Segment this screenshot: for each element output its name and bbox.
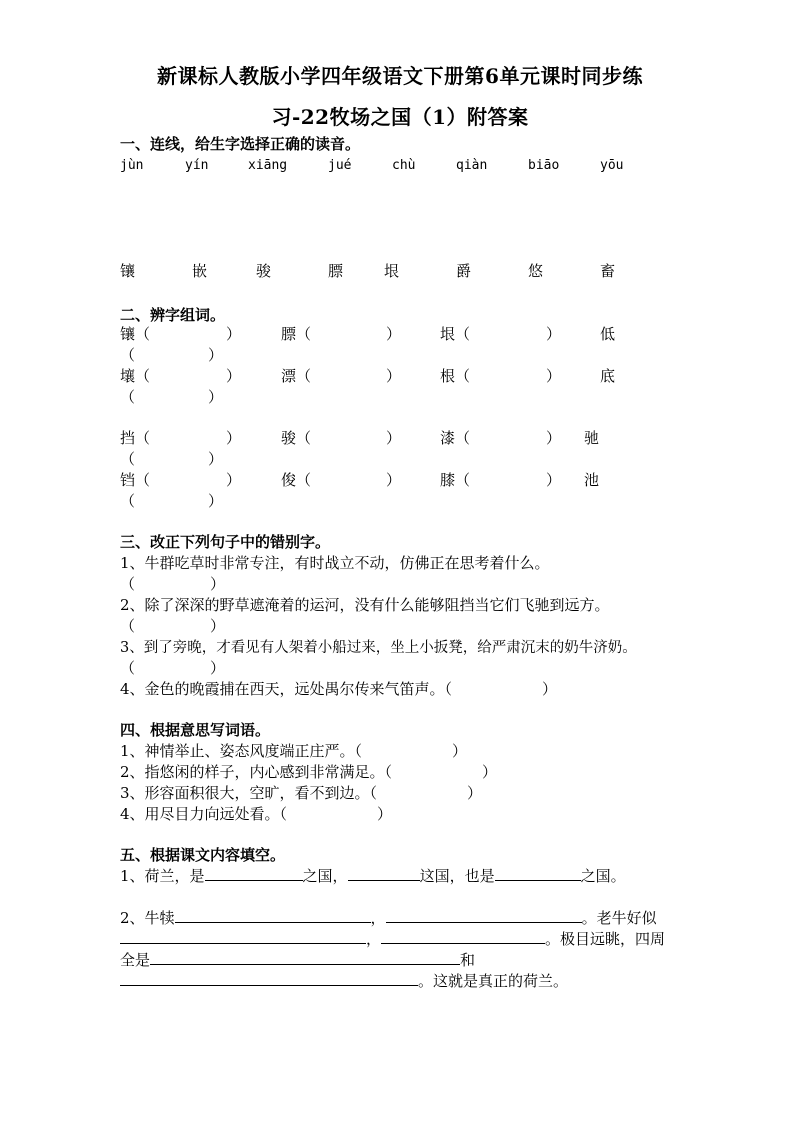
word-item: ） <box>546 471 562 489</box>
question-3-2: 2、除了深深的野草遮淹着的运河，没有什么能够阻挡当它们飞驰到远方。 <box>120 596 610 614</box>
word-item: 低 <box>600 325 616 343</box>
question-text: 之国， <box>302 867 348 885</box>
question-text: ， <box>366 930 382 948</box>
question-text: 和 <box>460 951 476 969</box>
word-item: （ <box>120 388 136 406</box>
word-item: ） <box>386 429 402 447</box>
question-3-3: 3、到了旁晚，才看见有人架着小船过来，坐上小扳凳，给严肃沉末的奶牛济奶。 <box>120 640 637 656</box>
character-item: 膘 <box>328 262 344 280</box>
word-item: 壤（ <box>120 367 151 385</box>
question-4-2: 2、指悠闲的样子，内心感到非常满足。（ ） <box>120 763 498 781</box>
word-item: 镶（ <box>120 325 151 343</box>
word-item: 池 <box>584 471 600 489</box>
word-item: ） <box>546 367 562 385</box>
word-item: （ <box>120 346 136 364</box>
fill-blank[interactable] <box>205 865 303 881</box>
question-4-4: 4、用尽目力向远处看。（ ） <box>120 805 393 823</box>
question-text: 。老牛好似 <box>581 909 657 927</box>
word-item: ） <box>546 429 562 447</box>
question-3-1: 1、牛群吃草时非常专注，有时战立不动，仿佛正在思考着什么。 <box>120 554 550 572</box>
question-text: 这国，也是 <box>419 867 495 885</box>
question-5-2-line-2 <box>120 928 665 949</box>
question-text: 1、荷兰，是 <box>120 867 205 885</box>
fill-blank[interactable] <box>175 907 371 923</box>
answer-paren: （ ） <box>120 575 226 593</box>
character-item: 畜 <box>600 262 616 280</box>
word-item: 膘（ <box>281 325 312 343</box>
question-text: 全是 <box>120 951 151 969</box>
word-item: ） <box>386 325 402 343</box>
word-item: ） <box>208 492 224 510</box>
fill-blank[interactable] <box>381 928 545 944</box>
character-item: 悠 <box>528 262 544 280</box>
answer-paren: （ ） <box>120 659 226 677</box>
word-item: ） <box>208 346 224 364</box>
fill-blank[interactable] <box>495 865 581 881</box>
word-item: 挡（ <box>120 429 151 447</box>
character-item: 垠 <box>384 262 400 280</box>
question-text: 。极目远眺，四周 <box>545 930 666 948</box>
word-item: 铛（ <box>120 471 151 489</box>
word-item: 俊（ <box>281 471 312 489</box>
section-1-heading: 一、连线，给生字选择正确的读音。 <box>120 135 361 153</box>
pinyin-item: jué <box>328 158 352 173</box>
question-5-2-line-4 <box>120 970 568 991</box>
word-item: （ <box>120 492 136 510</box>
pinyin-item: xiāng <box>248 158 288 173</box>
question-3-4: 4、金色的晚霞捕在西天，远处禺尔传来气笛声。（ ） <box>120 680 558 698</box>
section-2-heading: 二、辨字组词。 <box>120 306 226 324</box>
word-item: ） <box>226 325 242 343</box>
question-4-3: 3、形容面积很大，空旷，看不到边。（ ） <box>120 784 483 802</box>
word-item: ） <box>386 367 402 385</box>
question-5-1 <box>120 865 626 886</box>
question-5-2-line-3 <box>120 949 475 970</box>
fill-blank[interactable] <box>386 907 582 923</box>
character-item: 爵 <box>456 262 472 280</box>
section-5-heading: 五、根据课文内容填空。 <box>120 846 286 864</box>
word-item: 漆（ <box>440 429 471 447</box>
word-item: ） <box>226 367 242 385</box>
word-item: ） <box>208 450 224 468</box>
question-4-1: 1、神情举止、姿态风度端正庄严。（ ） <box>120 742 468 760</box>
word-item: ） <box>226 471 242 489</box>
word-item: 驰 <box>584 429 600 447</box>
fill-blank[interactable] <box>120 970 418 986</box>
question-5-2-line-1 <box>120 907 657 928</box>
fill-blank[interactable] <box>120 928 366 944</box>
pinyin-item: chù <box>392 158 416 173</box>
word-item: 漂（ <box>281 367 312 385</box>
question-text: 2、牛犊 <box>120 909 175 927</box>
fill-blank[interactable] <box>150 949 460 965</box>
section-4-heading: 四、根据意思写词语。 <box>120 721 271 739</box>
character-item: 镶 <box>120 262 136 280</box>
section-3-heading: 三、改正下列句子中的错别字。 <box>120 533 331 551</box>
question-text: 。这就是真正的荷兰。 <box>418 972 569 990</box>
word-item: 垠（ <box>440 325 471 343</box>
pinyin-item: biāo <box>528 158 560 173</box>
word-item: 底 <box>600 367 616 385</box>
word-item: （ <box>120 450 136 468</box>
character-item: 嵌 <box>192 262 208 280</box>
fill-blank[interactable] <box>348 865 420 881</box>
title-line-2: 习-22牧场之国（1）附答案 <box>271 105 529 129</box>
pinyin-item: qiàn <box>456 158 488 173</box>
pinyin-item: jùn <box>120 158 144 173</box>
word-item: ） <box>226 429 242 447</box>
word-item: 膝（ <box>440 471 471 489</box>
question-text: 之国。 <box>580 867 626 885</box>
question-text: ， <box>370 909 386 927</box>
pinyin-item: yōu <box>600 158 624 173</box>
word-item: ） <box>386 471 402 489</box>
answer-paren: （ ） <box>120 617 226 635</box>
word-item: 骏（ <box>281 429 312 447</box>
word-item: ） <box>208 388 224 406</box>
title-line-1: 新课标人教版小学四年级语文下册第6单元课时同步练 <box>157 64 643 88</box>
pinyin-item: yín <box>185 158 209 173</box>
word-item: 根（ <box>440 367 471 385</box>
word-item: ） <box>546 325 562 343</box>
character-item: 骏 <box>256 262 272 280</box>
